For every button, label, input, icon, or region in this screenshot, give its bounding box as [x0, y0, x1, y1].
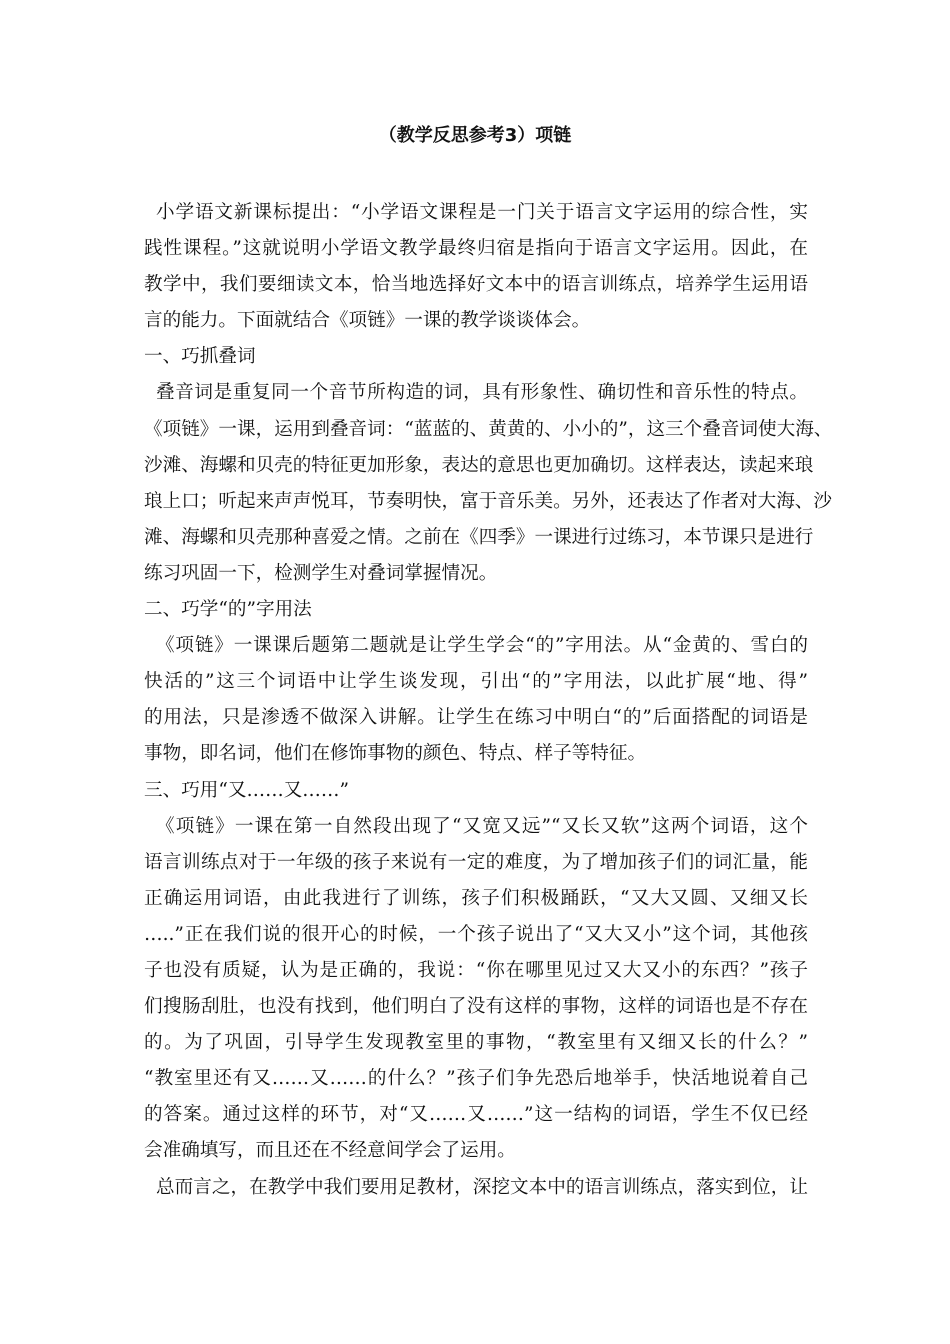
section-heading-1: 一、巧抓叠词 — [144, 346, 256, 368]
paragraph-line: 滩、海螺和贝壳那种喜爱之情。之前在《四季》一课进行过练习，本节课只是进行 — [144, 526, 814, 548]
paragraph-line: 践性课程。”这就说明小学语文教学最终归宿是指向于语言文字运用。因此，在 — [144, 238, 808, 260]
paragraph-line: 叠音词是重复同一个音节所构造的词，具有形象性、确切性和音乐性的特点。 — [156, 382, 808, 404]
paragraph-line: 正确运用词语，由此我进行了训练，孩子们积极踊跃，“又大又圆、又细又长 — [144, 887, 808, 909]
paragraph-line: 沙滩、海螺和贝壳的特征更加形象，表达的意思也更加确切。这样表达，读起来琅 — [144, 454, 814, 476]
paragraph-line: 的答案。通过这样的环节，对“又……又……”这一结构的词语，学生不仅已经 — [144, 1104, 808, 1126]
paragraph-line: 《项链》一课课后题第二题就是让学生学会“的”字用法。从“金黄的、雪白的 — [156, 635, 808, 657]
paragraph-line: 会准确填写，而且还在不经意间学会了运用。 — [144, 1140, 516, 1162]
paragraph-line: 教学中，我们要细读文本，恰当地选择好文本中的语言训练点，培养学生运用语 — [144, 274, 808, 296]
paragraph-line: 《项链》一课在第一自然段出现了“又宽又远”“又长又软”这两个词语，这个 — [156, 815, 808, 837]
paragraph-line: 琅上口；听起来声声悦耳，节奏明快，富于音乐美。另外，还表达了作者对大海、沙 — [144, 490, 832, 512]
paragraph-line: 《项链》一课，运用到叠音词：“蓝蓝的、黄黄的、小小的”，这三个叠音词使大海、 — [144, 418, 833, 440]
paragraph-line: 小学语文新课标提出：“小学语文课程是一门关于语言文字运用的综合性，实 — [156, 202, 808, 223]
paragraph-line: 总而言之，在教学中我们要用足教材，深挖文本中的语言训练点，落实到位，让 — [156, 1176, 808, 1198]
paragraph-line: 事物，即名词，他们在修饰事物的颜色、特点、样子等特征。 — [144, 743, 647, 765]
paragraph-line: 的用法，只是渗透不做深入讲解。让学生在练习中明白“的”后面搭配的词语是 — [144, 707, 808, 729]
section-heading-2: 二、巧学“的”字用法 — [144, 599, 312, 621]
paragraph-line: 语言训练点对于一年级的孩子来说有一定的难度，为了增加孩子们的词汇量，能 — [144, 851, 808, 873]
document-title: （教学反思参考3）项链 — [378, 125, 572, 146]
paragraph-line: 练习巩固一下，检测学生对叠词掌握情况。 — [144, 562, 498, 584]
document-body — [144, 195, 833, 1206]
paragraph-line: 快活的”这三个词语中让学生谈发现，引出“的”字用法，以此扩展“地、得” — [144, 671, 808, 693]
paragraph-line: 们搜肠刮肚，也没有找到，他们明白了没有这样的事物，这样的词语也是不存在 — [144, 996, 808, 1018]
paragraph-line: 的。为了巩固，引导学生发现教室里的事物，“教室里有又细又长的什么？” — [144, 1032, 808, 1054]
section-heading-3: 三、巧用“又……又……” — [144, 779, 349, 801]
paragraph-line: 言的能力。下面就结合《项链》一课的教学谈谈体会。 — [144, 310, 591, 332]
paragraph-line: “教室里还有又……又……的什么？”孩子们争先恐后地举手，快活地说着自己 — [144, 1068, 808, 1090]
paragraph-line: …..”正在我们说的很开心的时候，一个孩子说出了“又大又小”这个词，其他孩 — [144, 923, 808, 945]
paragraph-line: 子也没有质疑，认为是正确的，我说：“你在哪里见过又大又小的东西？”孩子 — [144, 959, 808, 981]
